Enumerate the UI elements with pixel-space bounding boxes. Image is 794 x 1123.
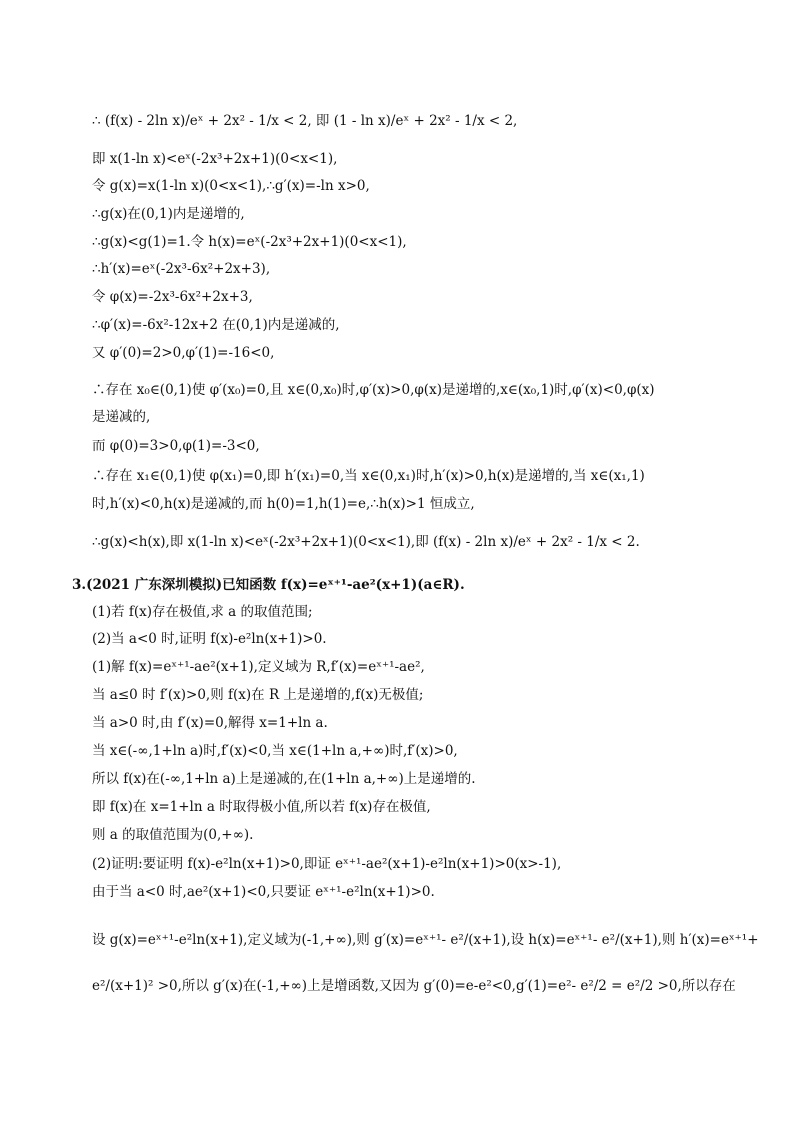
text-line: ∴g(x)<g(1)=1.令 h(x)=eˣ(-2x³+2x+1)(0<x<1), xyxy=(92,234,407,250)
text-line: ∴φ′(x)=-6x²-12x+2 在(0,1)内是递减的, xyxy=(92,317,340,333)
text-line: 令 φ(x)=-2x³-6x²+2x+3, xyxy=(92,289,253,305)
text-line: (1)若 f(x)存在极值,求 a 的取值范围; xyxy=(92,604,313,620)
text-line: 当 x∈(-∞,1+ln a)时,f′(x)<0,当 x∈(1+ln a,+∞)时,f′(x)>0, xyxy=(92,743,458,759)
text-line: ∴ (f(x) - 2ln x)/eˣ + 2x² - 1/x < 2, 即 (1 - ln x)/eˣ + 2x² - 1/x < 2, xyxy=(92,113,518,129)
problem-heading: 3.(2021 广东深圳模拟)已知函数 f(x)=eˣ⁺¹-ae²(x+1)(a∈R). xyxy=(72,577,465,593)
text-line: ∴存在 x₁∈(0,1)使 φ(x₁)=0,即 h′(x₁)=0,当 x∈(0,x₁)时,h′(x)>0,h(x)是递增的,当 x∈(x₁,1) xyxy=(92,468,645,484)
text-line: 即 x(1-ln x)<eˣ(-2x³+2x+1)(0<x<1), xyxy=(92,151,338,167)
text-line: ∴g(x)在(0,1)内是递增的, xyxy=(92,206,245,222)
text-line: 当 a>0 时,由 f′(x)=0,解得 x=1+ln a. xyxy=(92,715,328,731)
text-line: (1)解 f(x)=eˣ⁺¹-ae²(x+1),定义域为 R,f′(x)=eˣ⁺¹-ae², xyxy=(92,659,425,675)
text-line: 时,h′(x)<0,h(x)是递减的,而 h(0)=1,h(1)=e,∴h(x)>1 恒成立, xyxy=(92,496,475,512)
text-line: 所以 f(x)在(-∞,1+ln a)上是递减的,在(1+ln a,+∞)上是递增的. xyxy=(92,771,476,787)
text-line: (2)当 a<0 时,证明 f(x)-e²ln(x+1)>0. xyxy=(92,631,327,647)
text-line: 令 g(x)=x(1-ln x)(0<x<1),∴g′(x)=-ln x>0, xyxy=(92,178,370,194)
text-line: 而 φ(0)=3>0,φ(1)=-3<0, xyxy=(92,438,260,454)
text-line: 当 a≤0 时 f′(x)>0,则 f(x)在 R 上是递增的,f(x)无极值; xyxy=(92,687,424,703)
text-line: ∴g(x)<h(x),即 x(1-ln x)<eˣ(-2x³+2x+1)(0<x<1),即 (f(x) - 2ln x)/eˣ + 2x² - 1/x < 2. xyxy=(92,534,640,550)
text-line: ∴存在 x₀∈(0,1)使 φ′(x₀)=0,且 x∈(0,x₀)时,φ′(x)>0,φ(x)是递增的,x∈(x₀,1)时,φ′(x)<0,φ(x) xyxy=(92,382,655,398)
text-line: 是递减的, xyxy=(92,409,151,425)
text-line: 又 φ′(0)=2>0,φ′(1)=-16<0, xyxy=(92,345,275,361)
text-line: 设 g(x)=eˣ⁺¹-e²ln(x+1),定义域为(-1,+∞),则 g′(x)=eˣ⁺¹- e²/(x+1),设 h(x)=eˣ⁺¹- e²/(x+1),则 h′(x)=eˣ⁺¹+ xyxy=(92,932,759,948)
text-line: e²/(x+1)² >0,所以 g′(x)在(-1,+∞)上是增函数,又因为 g′(0)=e-e²<0,g′(1)=e²- e²/2 = e²/2 >0,所以存在 xyxy=(92,978,736,994)
text-line: (2)证明:要证明 f(x)-e²ln(x+1)>0,即证 eˣ⁺¹-ae²(x+1)-e²ln(x+1)>0(x>-1), xyxy=(92,856,562,872)
text-line: 即 f(x)在 x=1+ln a 时取得极小值,所以若 f(x)存在极值, xyxy=(92,799,431,815)
text-line: 则 a 的取值范围为(0,+∞). xyxy=(92,827,254,843)
text-line: ∴h′(x)=eˣ(-2x³-6x²+2x+3), xyxy=(92,261,271,277)
text-line: 由于当 a<0 时,ae²(x+1)<0,只要证 eˣ⁺¹-e²ln(x+1)>0. xyxy=(92,884,435,900)
